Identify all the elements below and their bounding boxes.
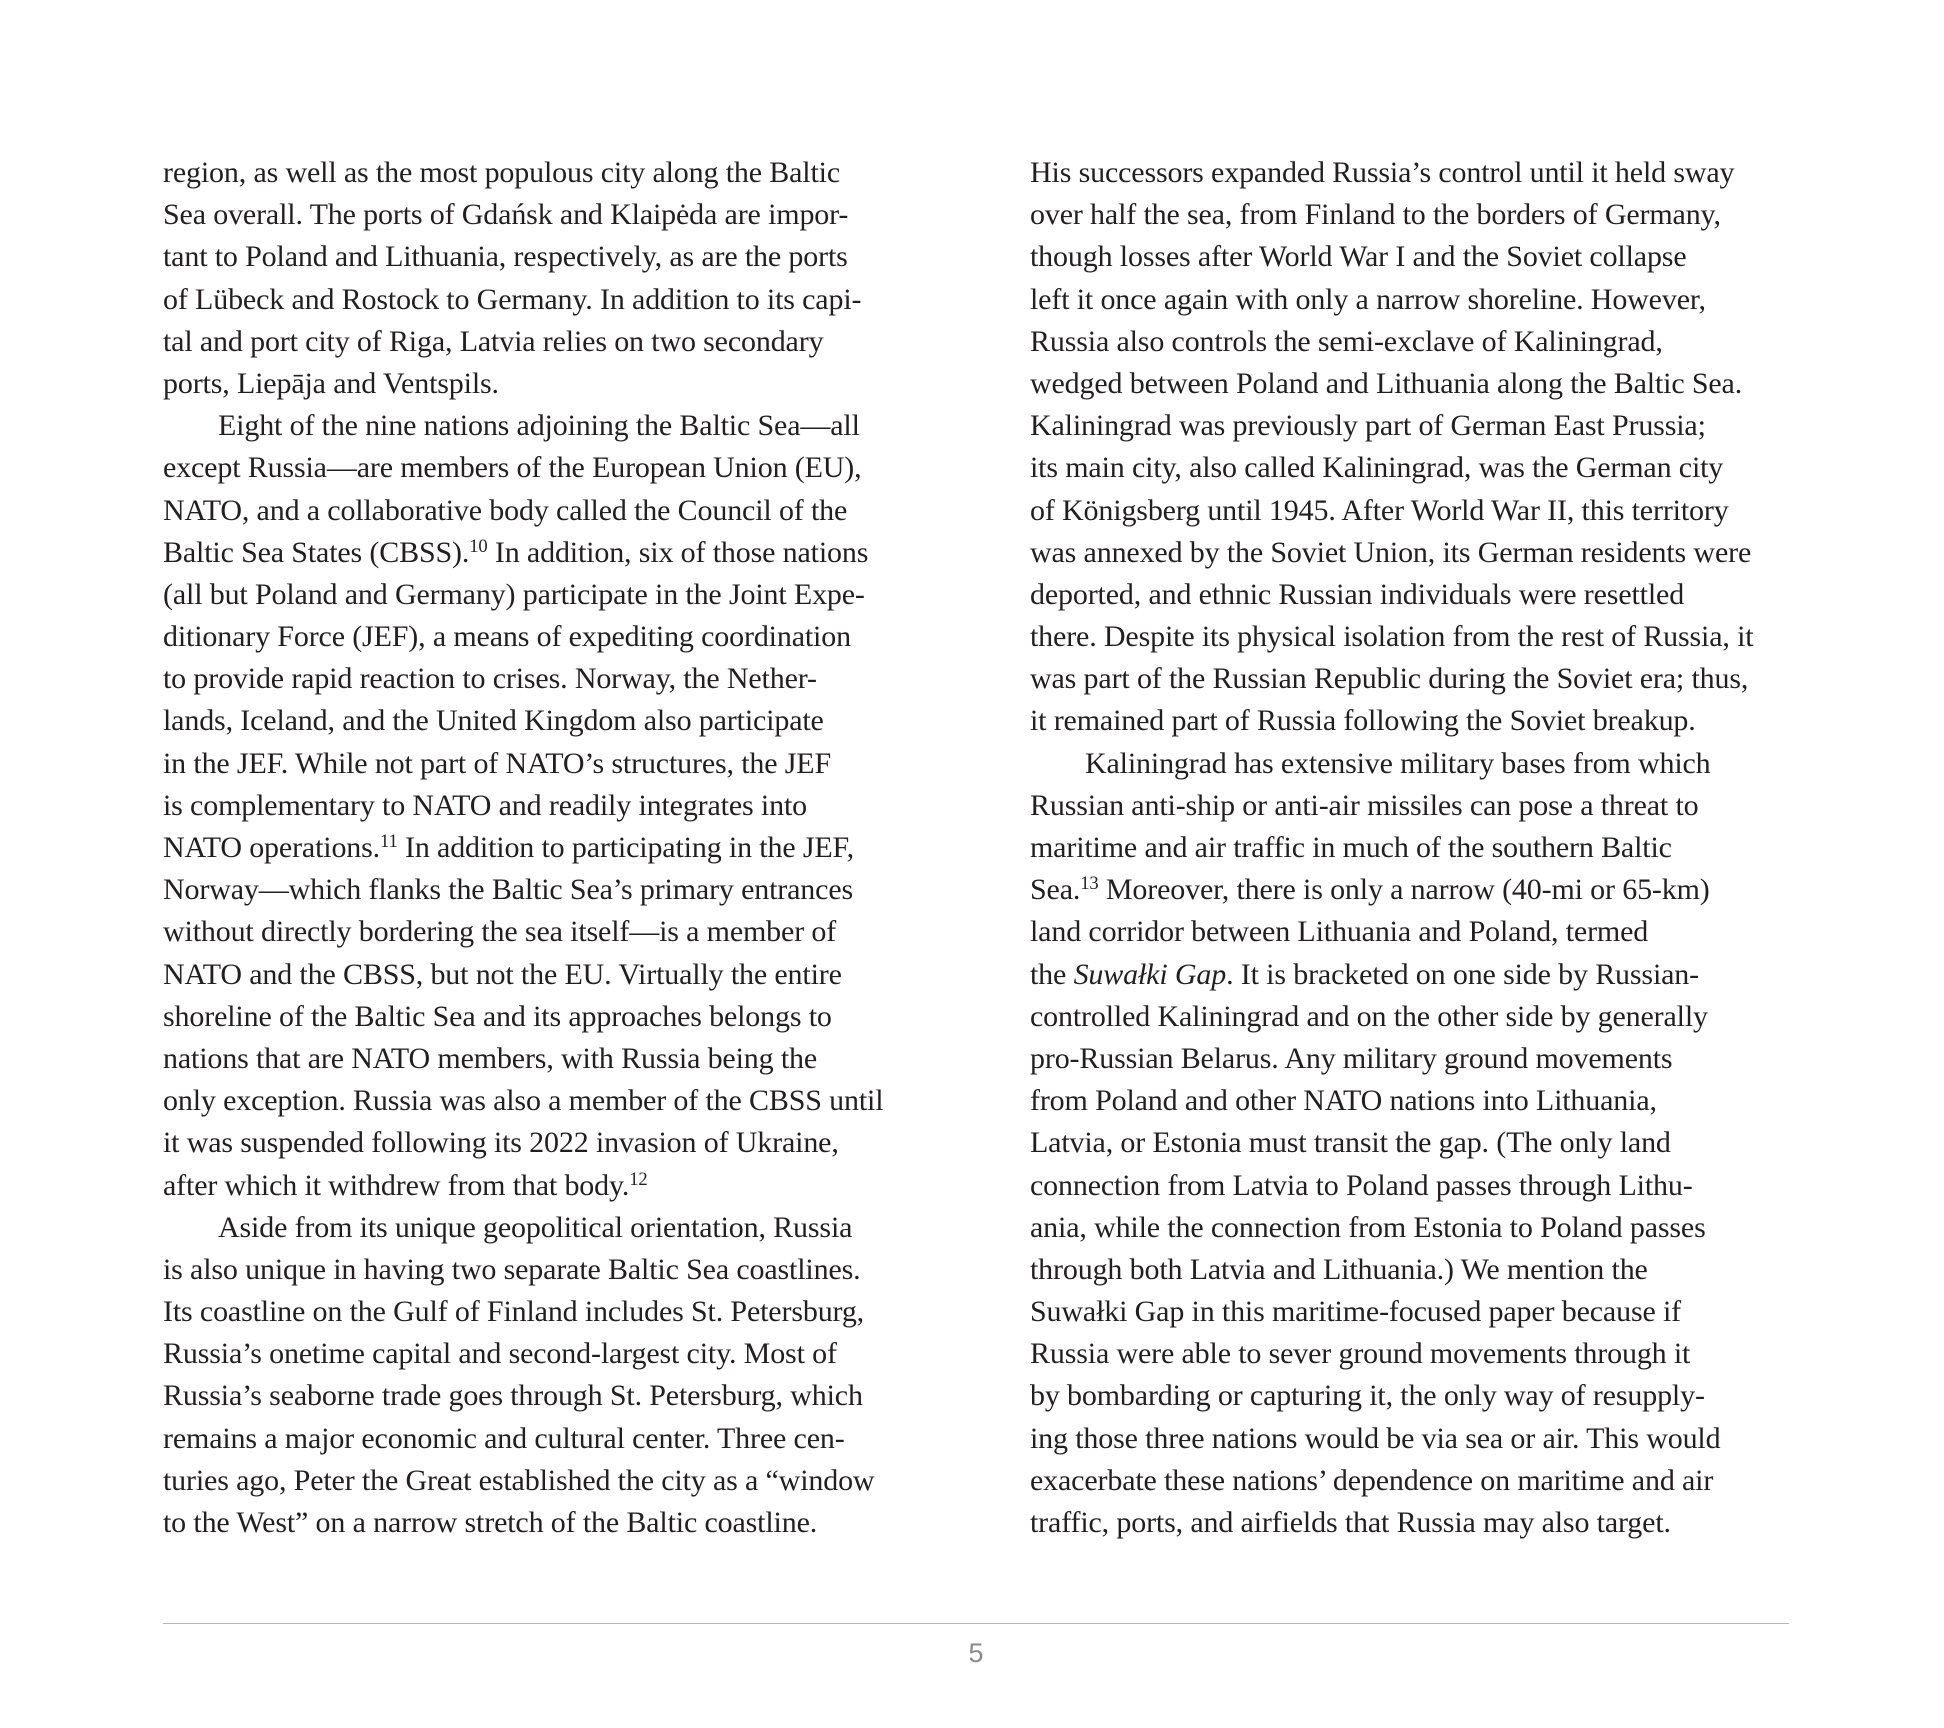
text-line: maritime and air traffic in much of the southern Baltic [1030,831,1672,864]
text-line: Russia also controls the semi-exclave of Kaliningrad, [1030,324,1663,358]
text-line: Norway—which flanks the Baltic Sea’s primary entrances [163,873,854,907]
text-line: tal and port city of Riga, Latvia relies on two secondary [163,324,824,358]
text-fragment: In addition to participating in the JEF, [397,831,855,864]
text-line: Its coastline on the Gulf of Finland includes St. Petersburg, [163,1295,865,1329]
italic-term: Suwałki Gap [1073,957,1227,991]
text-fragment: Baltic Sea States (CBSS). [163,535,470,569]
text-line: NATO and the CBSS, but not the EU. Virtually the entire [163,957,842,991]
text-line: connection from Latvia to Poland passes through Lithu- [1030,1168,1693,1202]
text-line: ania, while the connection from Estonia to Poland passes [1030,1210,1706,1244]
text-line-with-footnote [163,827,935,869]
text-line: turies ago, Peter the Great established the city as a “window [163,1463,875,1497]
text-line: traffic, ports, and airfields that Russia may also target. [1030,1506,1671,1539]
text-line: nations that are NATO members, with Russia being the [163,1041,818,1075]
text-line-with-footnote [163,532,935,574]
text-line: remains a major economic and cultural center. Three cen- [163,1421,845,1455]
paragraph-first-line: Aside from its unique geopolitical orientation, Russia [218,1210,853,1244]
text-line: lands, Iceland, and the United Kingdom also participate [163,704,824,738]
text-fragment: In addition, six of those nations [487,535,869,569]
text-line: (all but Poland and Germany) participate in the Joint Expe- [163,577,865,611]
text-fragment: after which it withdrew from that body. [163,1168,630,1202]
text-line: wedged between Poland and Lithuania along the Baltic Sea. [1030,366,1743,400]
text-line: NATO, and a collaborative body called the Council of the [163,493,848,527]
text-line: in the JEF. While not part of NATO’s structures, the JEF [163,746,832,780]
paragraph-first-line: Eight of the nine nations adjoining the Baltic Sea—all [218,409,860,443]
text-line: Suwałki Gap in this maritime-focused paper because if [1030,1295,1682,1329]
text-line: of Lübeck and Rostock to Germany. In addition to its capi- [163,282,862,316]
paragraph-first-line: Kaliningrad has extensive military bases from which [1085,746,1711,780]
text-line: controlled Kaliningrad and on the other side by generally [1030,999,1708,1033]
text-line: ports, Liepāja and Ventspils. [163,366,499,400]
text-line: was annexed by the Soviet Union, its German residents were [1030,535,1752,569]
text-line: to provide rapid reaction to crises. Norway, the Nether- [163,662,817,696]
text-line: pro-Russian Belarus. Any military ground movements [1030,1041,1673,1075]
text-line: Latvia, or Estonia must transit the gap. (The only land [1030,1126,1671,1160]
text-line-with-footnote [163,1165,935,1207]
text-line: exacerbate these nations’ dependence on maritime and air [1030,1463,1714,1497]
text-line: its main city, also called Kaliningrad, was the German city [1030,451,1724,485]
footer-divider [163,1623,1789,1624]
footnote-ref: 11 [380,830,398,852]
text-line: of Königsberg until 1945. After World War II, this territory [1030,493,1729,527]
footnote-ref: 10 [469,535,488,557]
text-line: Russian anti-ship or anti-air missiles can pose a threat to [1030,788,1699,822]
text-fragment: NATO operations. [163,831,381,864]
text-line: Russia were able to sever ground movements through it [1030,1337,1691,1371]
footnote-ref: 13 [1080,872,1099,894]
text-line: left it once again with only a narrow shoreline. However, [1030,282,1706,316]
text-line: deported, and ethnic Russian individuals were resettled [1030,577,1685,611]
text-line: region, as well as the most populous city along the Baltic [163,156,841,189]
right-text-column [1030,152,1802,1544]
text-line: His successors expanded Russia’s control until it held sway [1030,156,1735,189]
text-line: from Poland and other NATO nations into Lithuania, [1030,1084,1657,1118]
text-line: there. Despite its physical isolation from the rest of Russia, it [1030,620,1754,654]
text-line: by bombarding or capturing it, the only way of resupply- [1030,1379,1705,1413]
text-line: to the West” on a narrow stretch of the Baltic coastline. [163,1506,818,1539]
left-text-column [163,152,935,1544]
text-line-with-footnote [1030,869,1802,911]
text-line-with-italic [1030,954,1802,996]
text-line: only exception. Russia was also a member of the CBSS until [163,1084,884,1118]
text-line: through both Latvia and Lithuania.) We mention the [1030,1252,1648,1286]
text-line: ditionary Force (JEF), a means of expediting coordination [163,620,851,654]
text-line: is complementary to NATO and readily integrates into [163,788,807,822]
text-fragment: Moreover, there is only a narrow (40-mi or 65-km) [1098,873,1710,907]
text-line: it was suspended following its 2022 invasion of Ukraine, [163,1126,839,1160]
text-line: Sea overall. The ports of Gdańsk and Klaipėda are impor- [163,198,849,232]
text-line: land corridor between Lithuania and Poland, termed [1030,915,1649,949]
text-line: it remained part of Russia following the Soviet breakup. [1030,704,1696,738]
text-line: was part of the Russian Republic during the Soviet era; thus, [1030,662,1749,696]
text-line: shoreline of the Baltic Sea and its approaches belongs to [163,999,832,1033]
text-line: tant to Poland and Lithuania, respectively, as are the ports [163,240,848,274]
footnote-ref: 12 [629,1168,648,1190]
text-line: is also unique in having two separate Baltic Sea coastlines. [163,1252,861,1286]
page-number: 5 [968,1638,984,1668]
text-fragment: . It is bracketed on one side by Russian- [1226,957,1699,991]
text-line: though losses after World War I and the Soviet collapse [1030,240,1687,274]
text-line: without directly bordering the sea itself—is a member of [163,915,837,949]
text-line: except Russia—are members of the European Union (EU), [163,451,862,485]
text-line: over half the sea, from Finland to the borders of Germany, [1030,198,1721,232]
text-line: ing those three nations would be via sea or air. This would [1030,1421,1721,1455]
text-line: Russia’s seaborne trade goes through St. Petersburg, which [163,1379,863,1413]
text-fragment: Sea. [1030,873,1081,907]
text-line: Kaliningrad was previously part of German East Prussia; [1030,409,1706,443]
text-line: Russia’s onetime capital and second-largest city. Most of [163,1337,837,1371]
text-fragment: the [1030,957,1074,991]
